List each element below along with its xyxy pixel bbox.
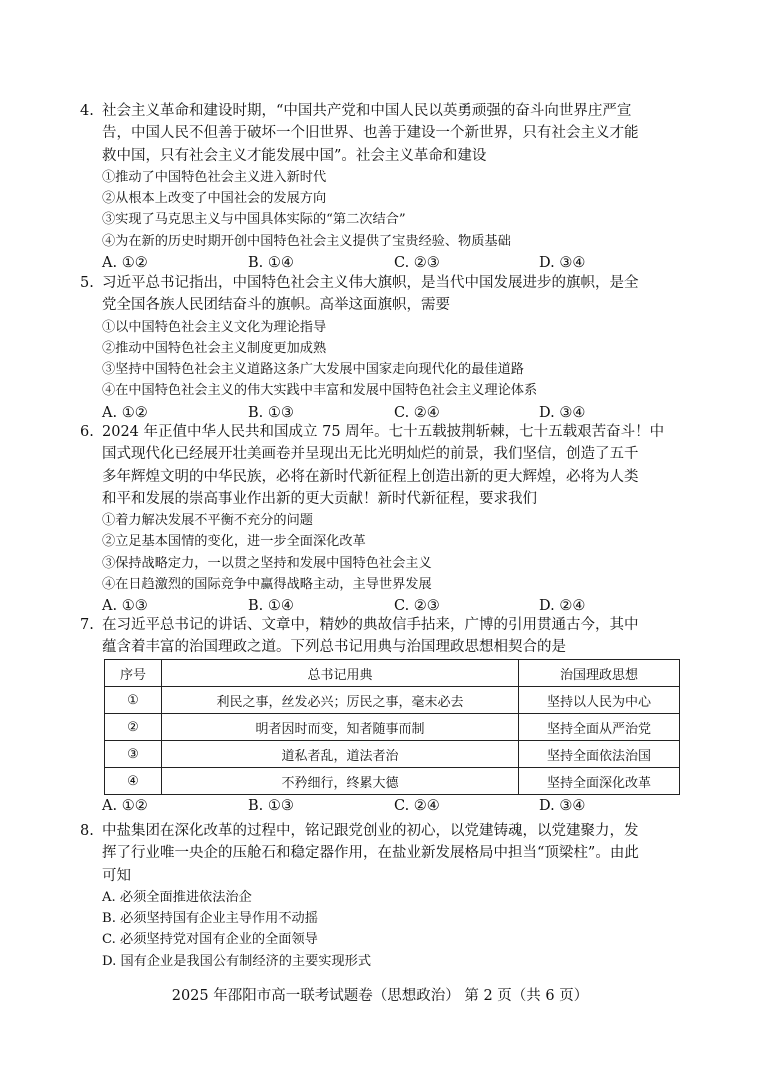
table-row <box>105 687 680 714</box>
table-header-cell: 序号 <box>105 660 162 687</box>
choice-a[interactable]: A. ①③ <box>102 598 148 615</box>
table-cell: 坚持全面从严治党 <box>519 714 680 741</box>
question-stem-line: 中盐集团在深化改革的过程中，铭记跟党创业的初心，以党建铸魂，以党建聚力，发 <box>102 823 639 839</box>
statement-item: ③坚持中国特色社会主义道路这条广大发展中国家走向现代化的最佳道路 <box>102 362 524 378</box>
question-number: 7. <box>80 617 94 633</box>
table-cell: 利民之事，丝发必兴；厉民之事，毫末必去 <box>162 687 519 714</box>
choice-d[interactable]: D. ③④ <box>539 404 586 421</box>
statement-item: ③实现了马克思主义与中国具体实际的“第二次结合” <box>102 212 406 228</box>
statement-item: ②从根本上改变了中国社会的发展方向 <box>102 191 327 207</box>
choice-b[interactable]: B. ①③ <box>248 404 294 421</box>
table-row <box>105 741 680 768</box>
question-stem-line: 挥了行业唯一央企的压舱石和稳定器作用，在盐业新发展格局中担当“顶梁柱”。由此 <box>102 845 639 862</box>
choice-c[interactable]: C. ②④ <box>394 798 440 814</box>
table-header-cell: 总书记用典 <box>162 660 519 687</box>
question-stem-line: 告，中国人民不但善于破坏一个旧世界、也善于建设一个新世界，只有社会主义才能 <box>102 125 639 142</box>
choice-c[interactable]: C. ②④ <box>394 404 440 421</box>
question-5 <box>80 272 680 424</box>
table-cell: ③ <box>105 741 162 768</box>
choice-a[interactable]: A. ①② <box>102 798 148 814</box>
question-stem-line: 蕴含着丰富的治国理政之道。下列总书记用典与治国理政思想相契合的是 <box>102 639 566 656</box>
question-number: 4. <box>80 103 94 119</box>
question-stem-line: 党全国各族人民团结奋斗的旗帜。高举这面旗帜，需要 <box>102 297 450 314</box>
statement-item: ④在中国特色社会主义的伟大实践中丰富和发展中国特色社会主义理论体系 <box>102 383 538 399</box>
question-stem-line: 多年辉煌文明的中华民族，必将在新时代新征程上创造出新的更大辉煌，必将为人类 <box>102 468 639 485</box>
choice-a[interactable]: A. 必须全面推进依法治企 <box>102 889 252 905</box>
statement-item: ④在日趋激烈的国际竞争中赢得战略主动，主导世界发展 <box>102 577 432 593</box>
choice-d[interactable]: D. ③④ <box>539 255 586 272</box>
choice-a[interactable]: A. ①② <box>102 255 148 272</box>
question-6 <box>80 421 680 617</box>
statement-item: ④为在新的历史时期开创中国特色社会主义提供了宝贵经验、物质基础 <box>102 233 511 249</box>
question-4 <box>80 100 680 274</box>
table-cell: 坚持以人民为中心 <box>519 687 680 714</box>
table-row <box>105 714 680 741</box>
table-cell: ① <box>105 687 162 714</box>
choice-b[interactable]: B. ①③ <box>248 798 294 814</box>
question-number: 8. <box>80 823 94 839</box>
question-number: 5. <box>80 275 94 291</box>
table-cell: 坚持全面依法治国 <box>519 741 680 768</box>
choice-b[interactable]: B. ①④ <box>248 598 294 615</box>
statement-item: ①着力解决发展不平衡不充分的问题 <box>102 513 313 529</box>
question-stem-line: 和平和发展的崇高事业作出新的更大贡献！新时代新征程，要求我们 <box>102 490 537 507</box>
choice-c[interactable]: C. ②③ <box>394 598 440 615</box>
statement-item: ①以中国特色社会主义文化为理论指导 <box>102 319 327 335</box>
question-stem-line: 救中国，只有社会主义才能发展中国”。社会主义革命和建设 <box>102 147 487 164</box>
question-stem-line: 可知 <box>102 867 131 884</box>
page-footer: 2025 年邵阳市高一联考试题卷（思想政治） 第 2 页（共 6 页） <box>171 988 589 1004</box>
table-header-row <box>105 660 680 687</box>
question-stem-line: 2024 年正值中华人民共和国成立 75 周年。七十五载披荆斩棘，七十五载艰苦奋斗！中 <box>102 424 665 440</box>
table-cell: 明者因时而变，知者随事而制 <box>162 714 519 741</box>
statement-item: ③保持战略定力，一以贯之坚持和发展中国特色社会主义 <box>102 555 432 571</box>
answer-choices <box>80 795 680 817</box>
statement-item: ②推动中国特色社会主义制度更加成熟 <box>102 340 327 356</box>
table-cell: ② <box>105 714 162 741</box>
quote-table <box>104 659 680 795</box>
table-row <box>105 768 680 795</box>
question-number: 6. <box>80 424 94 440</box>
choice-c[interactable]: C. ②③ <box>394 255 440 272</box>
table-cell: ④ <box>105 768 162 795</box>
choice-d[interactable]: D. 国有企业是我国公有制经济的主要实现形式 <box>102 953 372 969</box>
choice-d[interactable]: D. ③④ <box>539 798 586 814</box>
question-7 <box>80 614 680 659</box>
choice-b[interactable]: B. ①④ <box>248 255 294 272</box>
question-stem-line: 社会主义革命和建设时期，“中国共产党和中国人民以英勇顽强的奋斗向世界庄严宣 <box>102 103 632 119</box>
choice-a[interactable]: A. ①② <box>102 404 148 421</box>
table-cell: 道私者乱，道法者治 <box>162 741 519 768</box>
question-7-choices <box>80 795 680 817</box>
choice-d[interactable]: D. ②④ <box>539 598 586 615</box>
choice-b[interactable]: B. 必须坚持国有企业主导作用不动摇 <box>102 911 318 927</box>
question-8 <box>80 820 680 972</box>
table-cell: 不矜细行，终累大德 <box>162 768 519 795</box>
table-cell: 坚持全面深化改革 <box>519 768 680 795</box>
statement-item: ②立足基本国情的变化，进一步全面深化改革 <box>102 534 366 550</box>
question-stem-line: 在习近平总书记的讲话、文章中，精妙的典故信手拈来，广博的引用贯通古今，其中 <box>102 617 639 633</box>
statement-item: ①推动了中国特色社会主义进入新时代 <box>102 169 327 185</box>
question-stem-line: 国式现代化已经展开壮美画卷并呈现出无比光明灿烂的前景，我们坚信，创造了五千 <box>102 446 639 463</box>
question-stem-line: 习近平总书记指出，中国特色社会主义伟大旗帜，是当代中国发展进步的旗帜，是全 <box>102 275 639 291</box>
answer-choices <box>80 252 680 274</box>
table-header-cell: 治国理政思想 <box>519 660 680 687</box>
choice-c[interactable]: C. 必须坚持党对国有企业的全面领导 <box>102 932 318 948</box>
